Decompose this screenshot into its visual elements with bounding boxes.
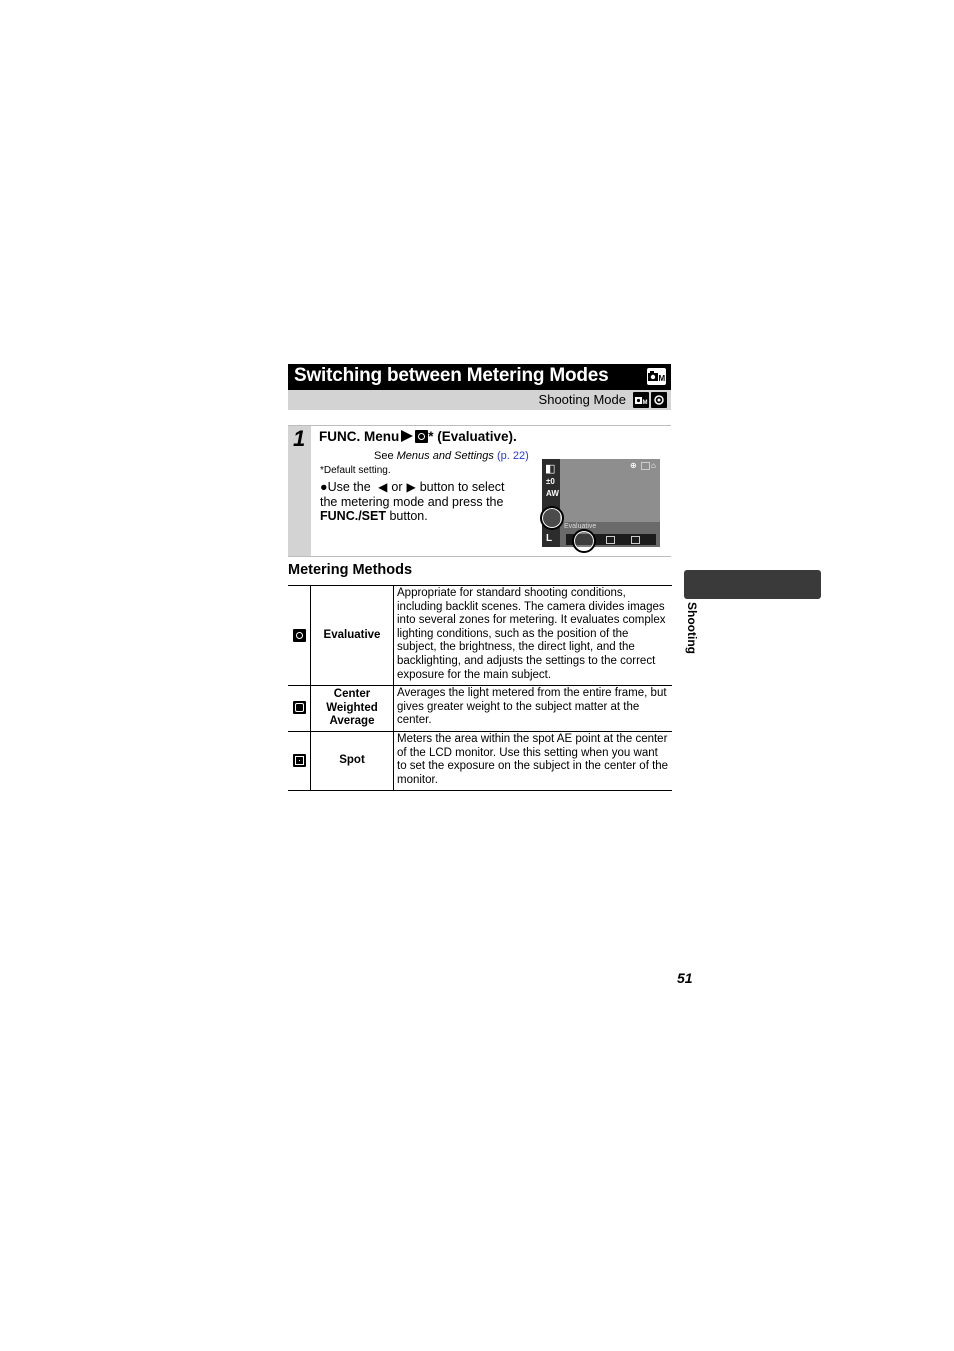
table-row (288, 686, 672, 732)
right-triangle-icon (401, 430, 413, 442)
method-description: Averages the light metered from the entire frame, but gives greater weight to the subject matter at the center. (394, 686, 673, 732)
evaluative-metering-icon (415, 430, 428, 443)
method-name: Evaluative (311, 586, 394, 686)
method-description: Appropriate for standard shooting conditions, including backlit scenes. The camera divides images into several zones for metering. It evaluates complex lighting conditions, such as the position of the subject, the brightness, the direct light, and the backlighting, and adjusts the settings to the correct exposure for the main subject. (394, 586, 673, 686)
flash-lcd-icon: ⊕ (630, 461, 637, 470)
page-title: Switching between Metering Modes (294, 365, 609, 386)
left-arrow-icon: ◀ (378, 480, 388, 494)
step-heading-prefix: FUNC. Menu (319, 429, 400, 444)
see-reference: See Menus and Settings (p. 22) (374, 450, 529, 462)
resolution-lcd-icon: L (546, 533, 553, 544)
evaluative-metering-icon (293, 629, 306, 642)
selected-metering-circle (540, 506, 564, 530)
step-heading (319, 429, 517, 444)
frame-lcd-icon (641, 462, 650, 470)
metering-methods-table (288, 585, 672, 791)
page-link[interactable]: (p. 22) (496, 450, 529, 462)
exposure-lcd-icon: ±0 (546, 477, 555, 486)
method-name: Center Weighted Average (311, 686, 394, 732)
method-name: Spot (311, 731, 394, 790)
table-row (288, 731, 672, 790)
shooting-mode-label: Shooting Mode (538, 392, 626, 407)
section-heading: Metering Methods (288, 562, 413, 578)
lcd-caption: Evaluative (564, 523, 597, 530)
step-number: 1 (293, 426, 306, 451)
step-heading-suffix: * (Evaluative). (428, 429, 517, 444)
white-balance-lcd-icon: AW (546, 489, 559, 498)
svg-text:M: M (642, 400, 648, 406)
page-number: 51 (677, 970, 693, 986)
table-row (288, 586, 672, 686)
chapter-tab (684, 570, 821, 599)
shooting-mode-bar (288, 390, 671, 410)
step-box (288, 425, 671, 557)
spot-lcd-icon (631, 536, 640, 544)
method-description: Meters the area within the spot AE point at the center of the LCD monitor. Use this setting when you want to set the exposure on the subject in the center of the monitor. (394, 731, 673, 790)
selected-option-circle (572, 529, 596, 553)
center-weighted-lcd-icon (606, 536, 615, 544)
step-number-column (288, 426, 311, 556)
instruction-bullet: ●Use the ◀ or ▶ button to select the metering mode and press the FUNC./SET button. (320, 480, 505, 523)
title-bar (288, 364, 671, 390)
scene-mode-icon (651, 392, 667, 408)
center-weighted-metering-icon (293, 701, 306, 714)
svg-text:M: M (658, 374, 666, 383)
chapter-tab-label: Shooting (685, 602, 699, 654)
camera-lcd-screenshot (542, 459, 660, 547)
battery-lcd-icon: ⌂ (651, 461, 656, 470)
spot-metering-icon (293, 754, 306, 767)
camera-m-mode-icon (633, 392, 649, 408)
camera-manual-mode-icon (647, 368, 666, 385)
bullet-icon: ● (320, 480, 328, 494)
right-arrow-icon: ▶ (406, 480, 416, 494)
manual-mode-lcd-icon: ◧ (545, 463, 556, 475)
default-note: *Default setting. (320, 465, 391, 476)
